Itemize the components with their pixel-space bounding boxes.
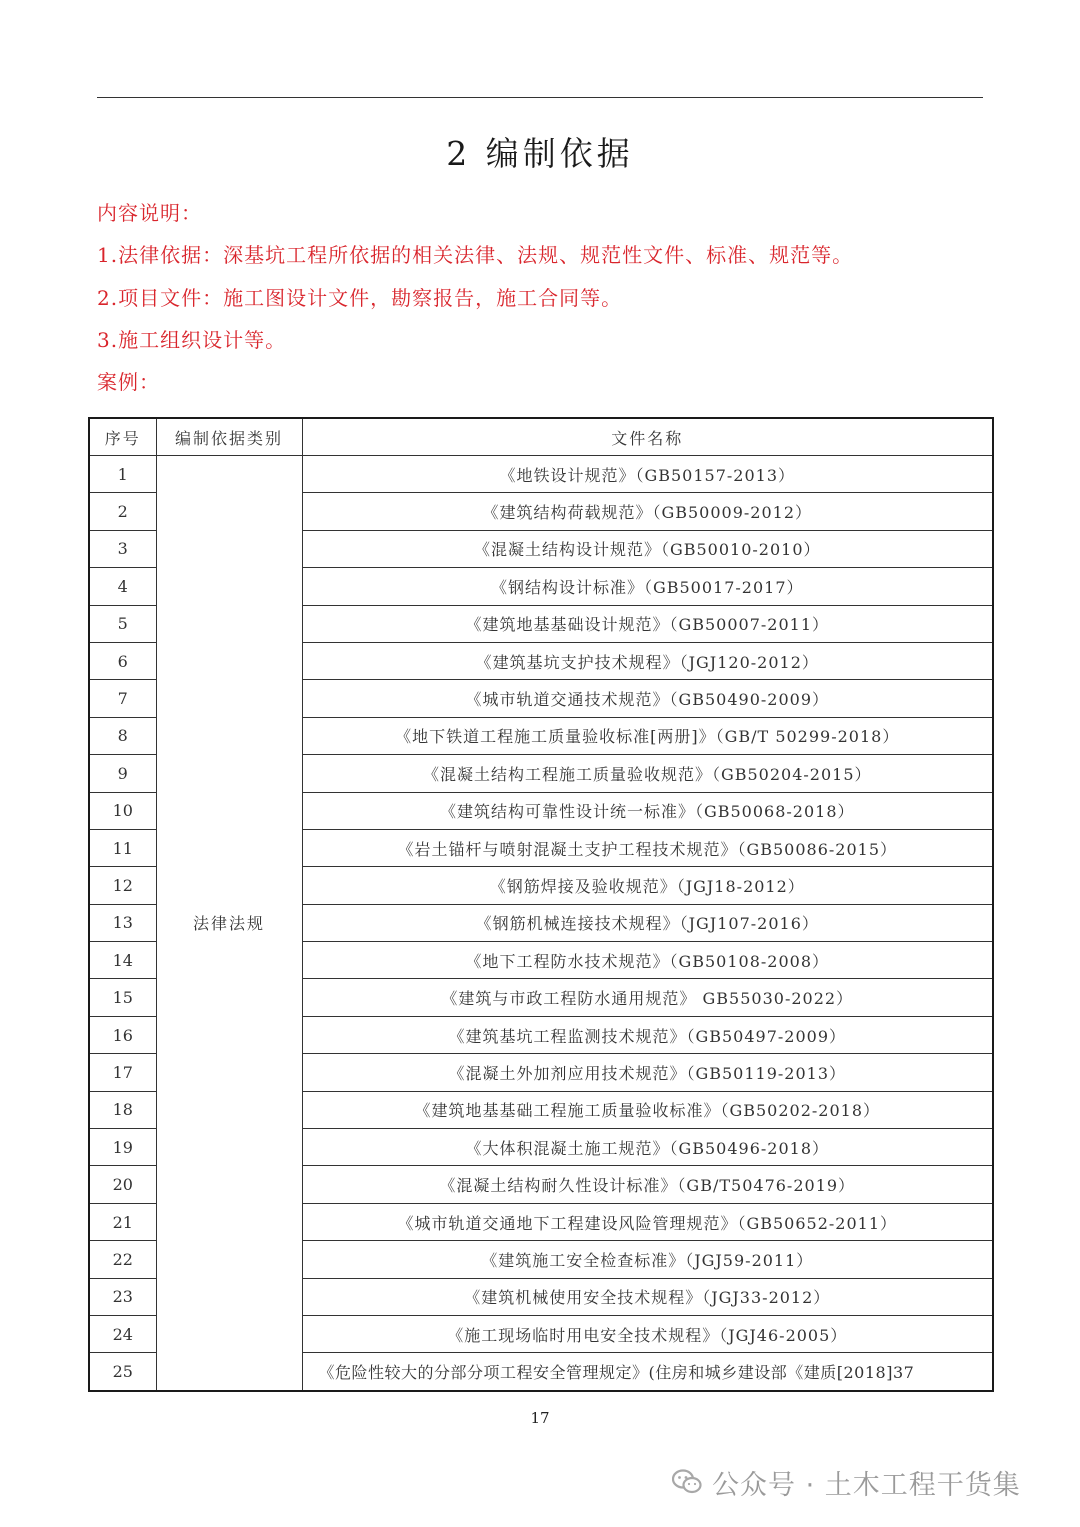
row-index: 2 (89, 493, 156, 530)
document-name: 《建筑基坑工程监测技术规范》（GB50497-2009） (302, 1016, 993, 1053)
row-index: 18 (89, 1091, 156, 1128)
category-cell: 法律法规 (156, 456, 302, 1391)
document-name: 《混凝土结构工程施工质量验收规范》（GB50204-2015） (302, 755, 993, 792)
document-name: 《钢结构设计标准》（GB50017-2017） (302, 568, 993, 605)
document-name: 《建筑施工安全检查标准》（JGJ59-2011） (302, 1241, 993, 1278)
document-name: 《大体积混凝土施工规范》（GB50496-2018） (302, 1129, 993, 1166)
row-index: 3 (89, 530, 156, 567)
document-name: 《钢筋机械连接技术规程》（JGJ107-2016） (302, 904, 993, 941)
row-index: 24 (89, 1315, 156, 1352)
notes-item-1: 1.法律依据：深基坑工程所依据的相关法律、法规、规范性文件、标准、规范等。 (97, 243, 854, 267)
row-index: 14 (89, 942, 156, 979)
watermark-text: 公众号 · 土木工程干货集 (712, 1469, 1021, 1501)
document-name: 《建筑地基基础工程施工质量验收标准》（GB50202-2018） (302, 1091, 993, 1128)
row-index: 10 (89, 792, 156, 829)
document-name: 《建筑结构荷载规范》（GB50009-2012） (302, 493, 993, 530)
document-name: 《城市轨道交通地下工程建设风险管理规范》（GB50652-2011） (302, 1203, 993, 1240)
table-header-row (89, 418, 993, 456)
document-name: 《地下铁道工程施工质量验收标准[两册]》（GB/T 50299-2018） (302, 717, 993, 754)
header-rule (97, 97, 983, 98)
document-name: 《地铁设计规范》（GB50157-2013） (302, 456, 993, 493)
document-name: 《钢筋焊接及验收规范》（JGJ18-2012） (302, 867, 993, 904)
notes-intro: 内容说明： (97, 201, 202, 225)
table-row (89, 456, 993, 493)
row-index: 23 (89, 1278, 156, 1315)
row-index: 15 (89, 979, 156, 1016)
wechat-icon (672, 1469, 702, 1495)
document-name: 《城市轨道交通技术规范》（GB50490-2009） (302, 680, 993, 717)
header-category: 编制依据类别 (156, 418, 302, 456)
row-index: 8 (89, 717, 156, 754)
row-index: 6 (89, 642, 156, 679)
row-index: 22 (89, 1241, 156, 1278)
document-name: 《建筑结构可靠性设计统一标准》（GB50068-2018） (302, 792, 993, 829)
header-document-name: 文件名称 (302, 418, 993, 456)
notes-example: 案例： (97, 370, 160, 394)
document-name: 《混凝土结构耐久性设计标准》（GB/T50476-2019） (302, 1166, 993, 1203)
reference-table (88, 417, 994, 1392)
document-name: 《地下工程防水技术规范》（GB50108-2008） (302, 942, 993, 979)
row-index: 9 (89, 755, 156, 792)
row-index: 20 (89, 1166, 156, 1203)
watermark (672, 1462, 1021, 1502)
row-index: 21 (89, 1203, 156, 1240)
header-index: 序号 (89, 418, 156, 456)
row-index: 7 (89, 680, 156, 717)
document-name: 《岩土锚杆与喷射混凝土支护工程技术规范》（GB50086-2015） (302, 829, 993, 866)
table-body (89, 456, 993, 1391)
row-index: 13 (89, 904, 156, 941)
document-name: 《建筑地基基础设计规范》（GB50007-2011） (302, 605, 993, 642)
document-name: 《建筑机械使用安全技术规程》（JGJ33-2012） (302, 1278, 993, 1315)
notes-item-2: 2.项目文件：施工图设计文件，勘察报告，施工合同等。 (97, 286, 623, 310)
row-index: 25 (89, 1353, 156, 1391)
document-name: 《施工现场临时用电安全技术规程》（JGJ46-2005） (302, 1315, 993, 1352)
section-title: 2 编制依据 (446, 134, 634, 173)
page-number: 17 (530, 1409, 550, 1427)
row-index: 5 (89, 605, 156, 642)
document-name: 《建筑基坑支护技术规程》（JGJ120-2012） (302, 642, 993, 679)
document-name: 《危险性较大的分部分项工程安全管理规定》(住房和城乡建设部《建质[2018]37 (302, 1353, 993, 1391)
document-name: 《混凝土外加剂应用技术规范》（GB50119-2013） (302, 1054, 993, 1091)
row-index: 1 (89, 456, 156, 493)
row-index: 11 (89, 829, 156, 866)
row-index: 17 (89, 1054, 156, 1091)
row-index: 19 (89, 1129, 156, 1166)
document-name: 《建筑与市政工程防水通用规范》 GB55030-2022） (302, 979, 993, 1016)
document-name: 《混凝土结构设计规范》（GB50010-2010） (302, 530, 993, 567)
row-index: 4 (89, 568, 156, 605)
row-index: 12 (89, 867, 156, 904)
notes-item-3: 3.施工组织设计等。 (97, 328, 287, 352)
row-index: 16 (89, 1016, 156, 1053)
